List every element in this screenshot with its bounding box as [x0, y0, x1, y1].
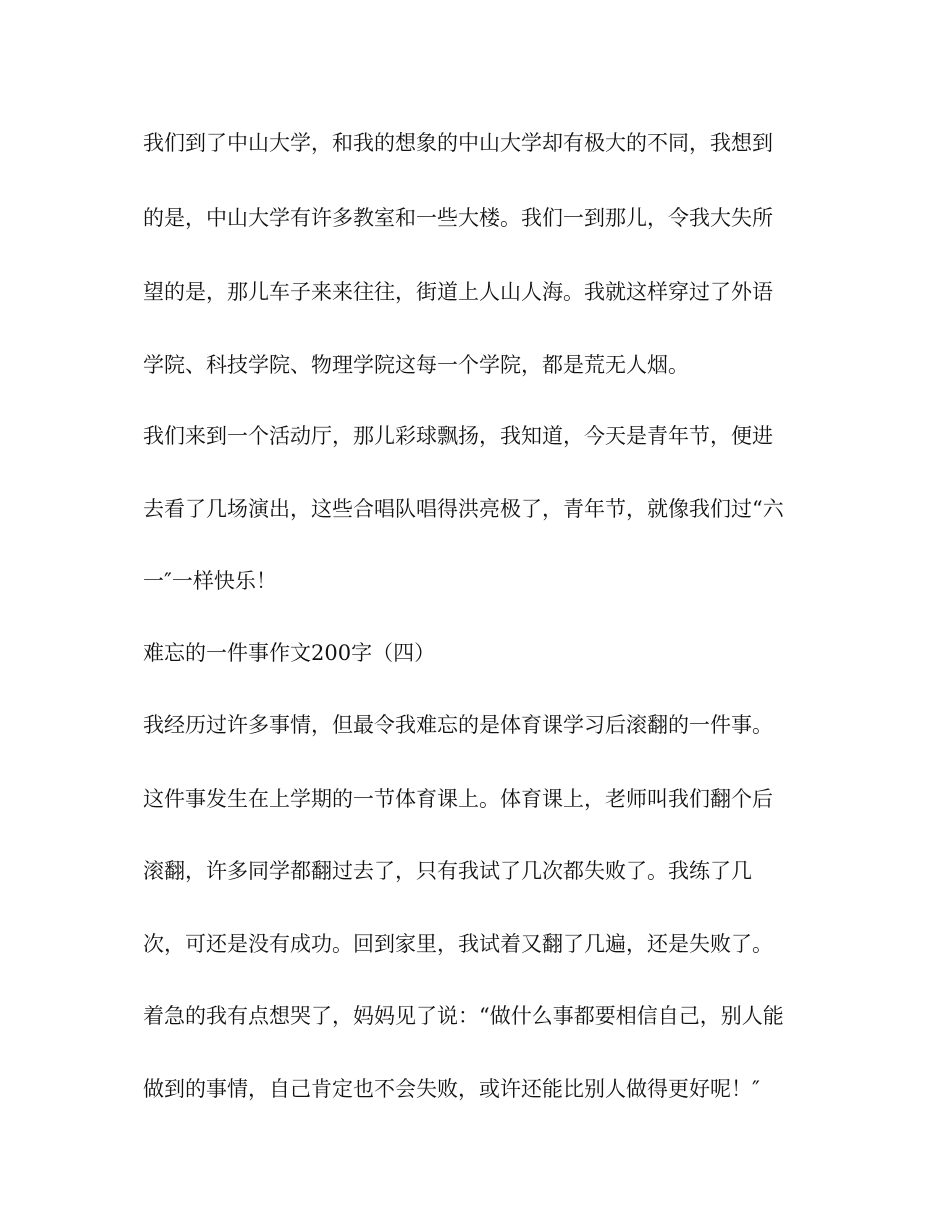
paragraph-line: 这件事发生在上学期的一节体育课上。体育课上，老师叫我们翻个后: [143, 787, 773, 811]
paragraph-line: 望的是，那儿车子来来往往，街道上人山人海。我就这样穿过了外语: [143, 280, 773, 304]
paragraph-line: 次，可还是没有成功。回到家里，我试着又翻了几遍，还是失败了。: [143, 932, 773, 956]
paragraph-line: 着急的我有点想哭了，妈妈见了说：“做什么事都要相信自己，别人能: [143, 1004, 784, 1028]
section-heading: 难忘的一件事作文200字（四）: [143, 641, 436, 665]
paragraph-line: 去看了几场演出，这些合唱队唱得洪亮极了，青年节，就像我们过“六: [143, 497, 784, 521]
paragraph-line: 做到的事情，自己肯定也不会失败，或许还能比别人做得更好呢！″: [143, 1077, 760, 1101]
paragraph-line: 我经历过许多事情，但最令我难忘的是体育课学习后滚翻的一件事。: [143, 713, 773, 737]
paragraph-line: 滚翻，许多同学都翻过去了，只有我试了几次都失败了。我练了几: [143, 859, 752, 883]
paragraph-line: 的是，中山大学有许多教室和一些大楼。我们一到那儿，令我大失所: [143, 206, 773, 230]
paragraph-line: 一″一样快乐！: [143, 569, 277, 593]
paragraph-line: 学院、科技学院、物理学院这每一个学院，都是荒无人烟。: [143, 353, 689, 377]
paragraph-line: 我们到了中山大学，和我的想象的中山大学却有极大的不同，我想到: [143, 131, 773, 155]
paragraph-line: 我们来到一个活动厅，那儿彩球飘扬，我知道，今天是青年节，便进: [143, 424, 773, 448]
